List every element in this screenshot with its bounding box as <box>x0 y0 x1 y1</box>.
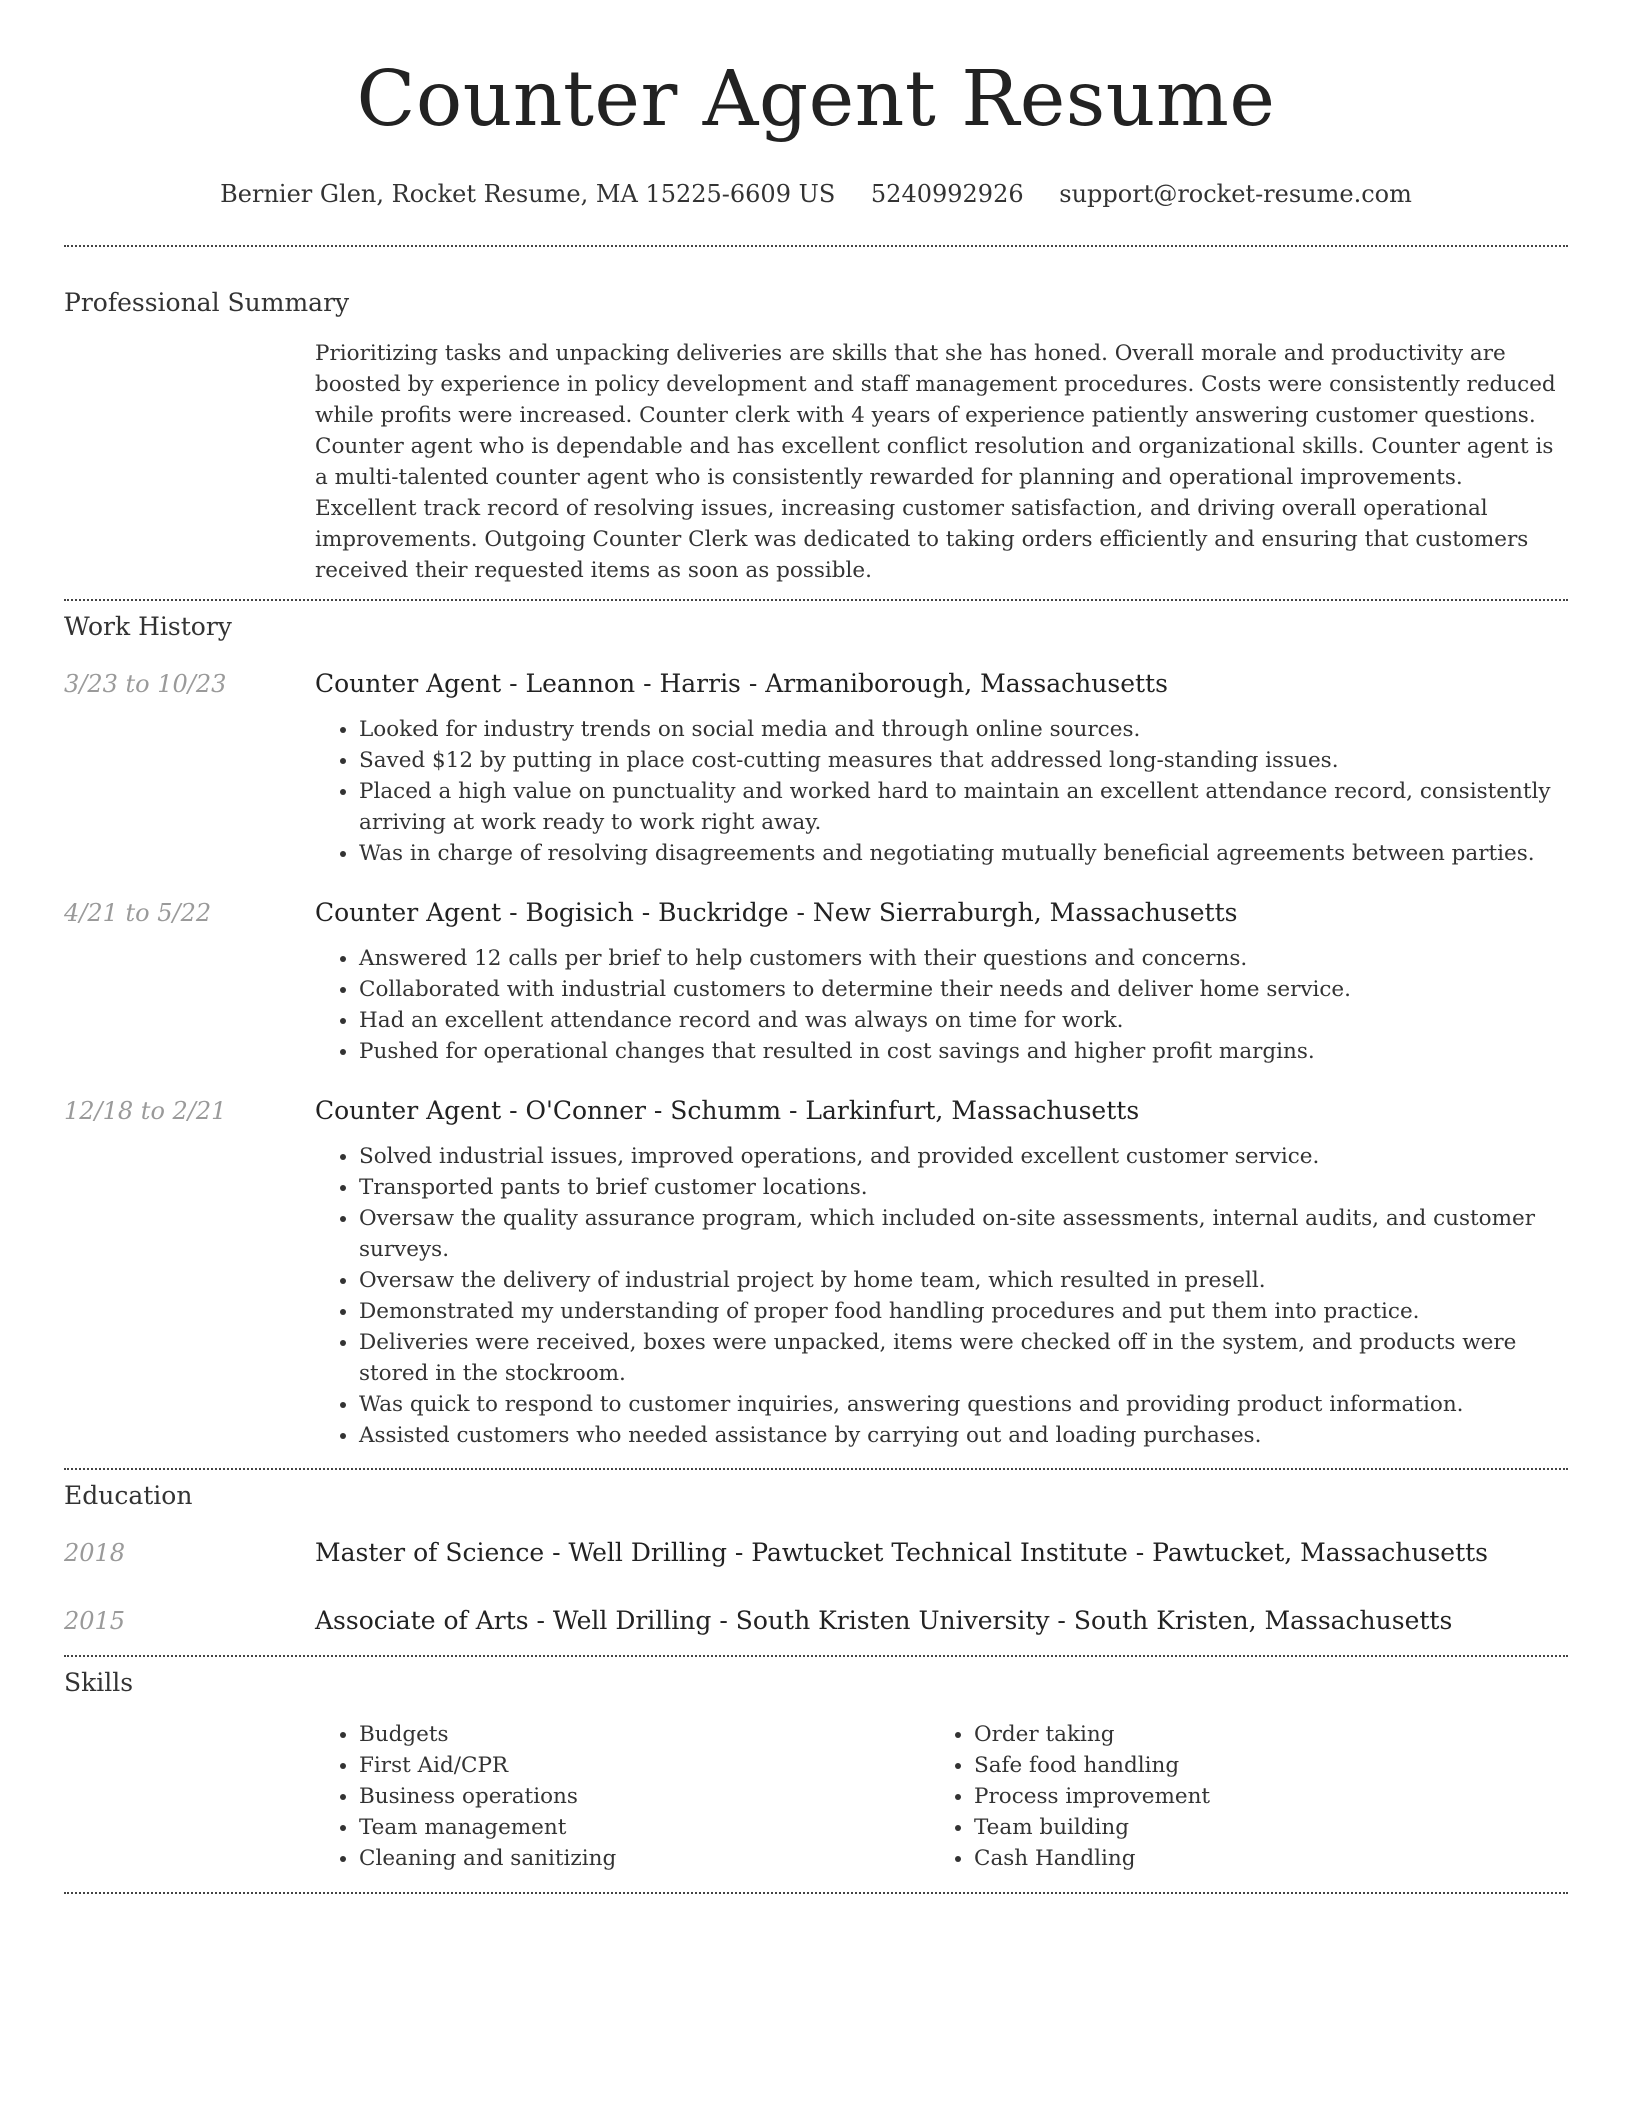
contact-address: Bernier Glen, Rocket Resume, MA 15225-6609 US <box>220 180 836 208</box>
job-bullet: • Was quick to respond to customer inquiries, answering questions and providing product information. <box>359 1389 1568 1420</box>
education-degree: Associate of Arts - Well Drilling - South Kristen University - South Kristen, Massachusetts <box>315 1606 1453 1635</box>
job-bullet: • Oversaw the delivery of industrial project by home team, which resulted in presell. <box>359 1265 1568 1296</box>
section-divider <box>64 599 1568 601</box>
education-entry <box>64 1605 1568 1637</box>
skill-item: • Cash Handling <box>974 1843 1545 1874</box>
education-degree: Master of Science - Well Drilling - Pawtucket Technical Institute - Pawtucket, Massachusetts <box>315 1538 1488 1567</box>
contact-phone: 5240992926 <box>870 180 1024 208</box>
resume-title: Counter Agent Resume <box>356 55 1276 144</box>
summary-heading: Professional Summary <box>64 288 350 317</box>
skills-column-left <box>315 1719 930 1874</box>
skill-item: • Team building <box>974 1812 1545 1843</box>
job-bullet: • Demonstrated my understanding of proper food handling procedures and put them into practice. <box>359 1296 1568 1327</box>
job-entry <box>64 668 1568 869</box>
job-bullet: • Answered 12 calls per brief to help customers with their questions and concerns. <box>359 943 1568 974</box>
skill-item: • Business operations <box>359 1781 930 1812</box>
education-heading: Education <box>64 1481 193 1510</box>
job-bullet: • Deliveries were received, boxes were unpacked, items were checked off in the system, and products were stored in the stockroom. <box>359 1327 1568 1389</box>
skill-item: • Cleaning and sanitizing <box>359 1843 930 1874</box>
job-title: Counter Agent - Leannon - Harris - Armaniborough, Massachusetts <box>315 669 1168 698</box>
job-dates: 12/18 to 2/21 <box>64 1097 227 1125</box>
skills-column-right <box>930 1719 1545 1874</box>
job-bullets <box>315 1141 1568 1451</box>
work-history-section <box>64 611 1568 1451</box>
skills-section <box>64 1667 1568 1874</box>
section-divider <box>64 1655 1568 1657</box>
job-bullet: • Was in charge of resolving disagreements and negotiating mutually beneficial agreements between parties. <box>359 838 1568 869</box>
job-title: Counter Agent - O'Conner - Schumm - Larkinfurt, Massachusetts <box>315 1096 1140 1125</box>
contact-email: support@rocket-resume.com <box>1059 180 1412 208</box>
education-year: 2015 <box>64 1607 126 1635</box>
job-bullet: • Collaborated with industrial customers to determine their needs and deliver home service. <box>359 974 1568 1005</box>
contact-line <box>64 178 1568 210</box>
job-bullet: • Oversaw the quality assurance program, which included on-site assessments, internal audits, and customer surveys. <box>359 1203 1568 1265</box>
job-title: Counter Agent - Bogisich - Buckridge - New Sierraburgh, Massachusetts <box>315 898 1238 927</box>
skill-item: • First Aid/CPR <box>359 1750 930 1781</box>
job-bullets <box>315 943 1568 1067</box>
job-bullet: • Had an excellent attendance record and was always on time for work. <box>359 1005 1568 1036</box>
education-entry <box>64 1537 1568 1569</box>
skill-item: • Safe food handling <box>974 1750 1545 1781</box>
skills-list <box>930 1719 1545 1874</box>
job-dates: 4/21 to 5/22 <box>64 899 212 927</box>
job-bullet: • Placed a high value on punctuality and worked hard to maintain an excellent attendance record, consistently arriving at work ready to work right away. <box>359 776 1568 838</box>
job-bullet: • Saved $12 by putting in place cost-cutting measures that addressed long-standing issues. <box>359 745 1568 776</box>
job-bullet: • Assisted customers who needed assistance by carrying out and loading purchases. <box>359 1420 1568 1451</box>
job-dates: 3/23 to 10/23 <box>64 670 227 698</box>
job-bullet: • Looked for industry trends on social media and through online sources. <box>359 714 1568 745</box>
skills-list <box>315 1719 930 1874</box>
summary-text: Prioritizing tasks and unpacking deliveries are skills that she has honed. Overall morale and productivity are boosted by experience in policy development and staff management procedures. Costs were consistently reduced while profits were increased. Counter clerk with 4 years of experience patiently answering customer questions. Counter agent who is dependable and has excellent conflict resolution and organizational skills. Counter agent is a multi-talented counter agent who is consistently rewarded for planning and operational improvements. Excellent track record of resolving issues, increasing customer satisfaction, and driving overall operational improvements. Outgoing Counter Clerk was dedicated to taking orders efficiently and ensuring that customers received their requested items as soon as possible. <box>315 341 1556 583</box>
job-bullet: • Solved industrial issues, improved operations, and provided excellent customer service. <box>359 1141 1568 1172</box>
skill-item: • Team management <box>359 1812 930 1843</box>
section-divider <box>64 1468 1568 1470</box>
education-section <box>64 1480 1568 1637</box>
section-divider <box>64 1892 1568 1894</box>
job-bullets <box>315 714 1568 869</box>
section-divider <box>64 245 1568 247</box>
education-year: 2018 <box>64 1539 126 1567</box>
job-entry <box>64 1095 1568 1451</box>
summary-section <box>64 287 1568 586</box>
skill-item: • Process improvement <box>974 1781 1545 1812</box>
work-history-heading: Work History <box>64 612 232 641</box>
job-entry <box>64 897 1568 1067</box>
job-bullet: • Pushed for operational changes that resulted in cost savings and higher profit margins. <box>359 1036 1568 1067</box>
skill-item: • Budgets <box>359 1719 930 1750</box>
skill-item: • Order taking <box>974 1719 1545 1750</box>
job-bullet: • Transported pants to brief customer locations. <box>359 1172 1568 1203</box>
skills-heading: Skills <box>64 1668 134 1697</box>
